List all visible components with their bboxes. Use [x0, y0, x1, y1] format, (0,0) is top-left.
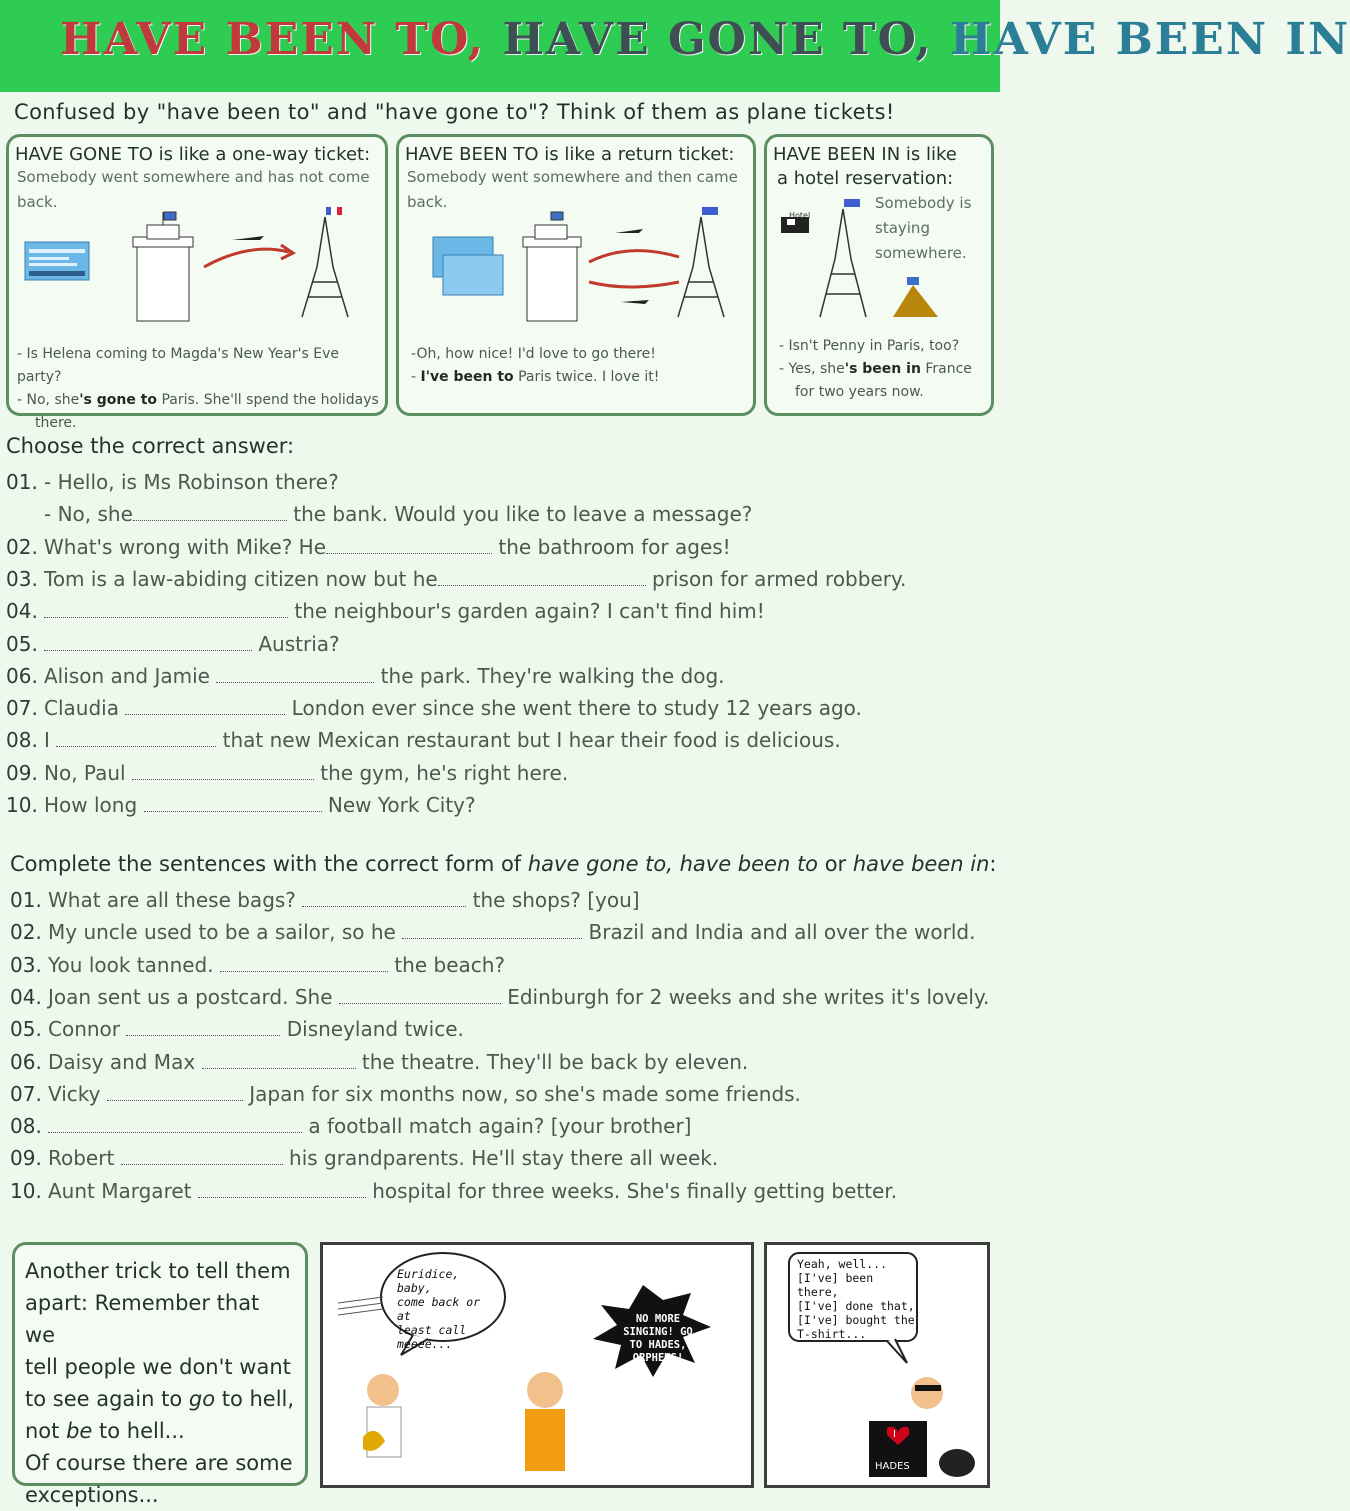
eiffel-tower-icon — [302, 207, 348, 317]
been-in-question: - Isn't Penny in Paris, too? — [779, 338, 960, 354]
one-way-trip-illustration — [19, 207, 379, 327]
item-text — [48, 1082, 801, 1106]
item-number: 06. — [6, 663, 38, 688]
answer-blank[interactable] — [44, 599, 288, 618]
answer-blank[interactable] — [126, 1017, 280, 1036]
item-number: 09. — [10, 1146, 42, 1171]
item-text-after: a football match again? [your brother] — [302, 1114, 692, 1139]
answer-blank[interactable] — [132, 761, 314, 780]
white-tower-icon — [523, 212, 581, 321]
return-trip-illustration — [429, 207, 739, 327]
item-text-before: What's wrong with Mike? He — [44, 534, 327, 559]
been-in-dialog — [779, 335, 994, 404]
exercise-item — [6, 728, 991, 758]
item-text-after: the neighbour's garden again? I can't find him! — [288, 599, 765, 624]
answer-blank[interactable] — [326, 535, 492, 554]
item-text — [44, 599, 765, 623]
exercise-item — [10, 1050, 995, 1080]
item-number: 10. — [6, 793, 38, 817]
been-in-box — [764, 134, 994, 416]
item-text — [48, 888, 640, 912]
item-text-before: My uncle used to be a sailor, so he — [48, 920, 403, 945]
exercise-item — [6, 599, 991, 629]
item-text-after: the gym, he's right here. — [313, 760, 569, 785]
item-text-before: You look tanned. — [48, 952, 220, 977]
title-part-gone-to: HAVE GONE TO, — [502, 14, 933, 65]
item-text-before: No, Paul — [44, 760, 132, 785]
tip-line-6: Of course there are some — [25, 1451, 293, 1475]
item-text — [48, 1050, 748, 1074]
exercise-item — [10, 1179, 995, 1209]
plane-icon — [232, 236, 264, 240]
item-text-after: the beach? — [387, 952, 506, 977]
eiffel-tower-icon — [820, 199, 866, 317]
item-text — [48, 1146, 718, 1170]
been-in-desc-2: staying — [875, 219, 930, 237]
item-text-after: hospital for three weeks. She's finally getting better. — [365, 1178, 898, 1203]
shirt-letter: I — [893, 1429, 896, 1440]
item-number: 01. — [10, 888, 42, 912]
item-text — [44, 761, 568, 785]
item-text-before: Tom is a law-abiding citizen now but he — [44, 566, 438, 591]
answer-blank[interactable] — [216, 664, 374, 683]
hotel-label: Hotel — [789, 211, 811, 220]
tip-box — [12, 1242, 308, 1507]
exercise-item — [6, 632, 991, 662]
subtitle: Confused by "have been to" and "have gone to"? Think of them as plane tickets! — [14, 100, 895, 124]
item-text-before: Daisy and Max — [48, 1049, 202, 1074]
title-part-been-in: HAVE BEEN IN — [950, 14, 1350, 65]
answer-blank[interactable] — [402, 920, 582, 939]
item-text-after: his grandparents. He'll stay there all week. — [282, 1146, 719, 1171]
item-number: 08. — [10, 1114, 42, 1139]
hades-figure-icon — [525, 1372, 565, 1471]
been-to-line1: -Oh, how nice! I'd love to go there! — [411, 346, 656, 362]
gone-to-box — [6, 134, 388, 431]
item-text-before: Vicky — [48, 1081, 107, 1106]
gone-to-description: Somebody went somewhere and has not come back. — [17, 168, 370, 211]
item-text-before: I — [44, 728, 57, 753]
item-text-before: Connor — [48, 1017, 127, 1042]
been-in-desc-1: Somebody is — [875, 194, 972, 212]
item-text-after: Disneyland twice. — [280, 1017, 464, 1042]
gone-to-dialog — [17, 343, 387, 435]
gone-to-answer: - No, she's gone to Paris. She'll spend the holidays — [17, 392, 379, 408]
item-text-before: How long — [44, 793, 144, 817]
answer-blank[interactable] — [107, 1082, 243, 1101]
been-to-box — [396, 134, 756, 416]
item-number: 09. — [6, 760, 38, 785]
t-shirt-comic-panel — [764, 1242, 990, 1488]
item-text — [44, 728, 841, 752]
exercise-item — [6, 502, 991, 532]
item-text-before: - No, she — [44, 502, 133, 527]
been-to-line2: - I've been to Paris twice. I love it! — [411, 369, 660, 385]
item-text — [44, 567, 906, 591]
boy-figure-icon — [911, 1377, 943, 1409]
exercise-item — [10, 920, 995, 950]
item-text-after: the bank. Would you like to leave a message? — [286, 502, 753, 527]
item-text-before: Joan sent us a postcard. She — [48, 984, 339, 1009]
item-text-before: - Hello, is Ms Robinson there? — [44, 470, 339, 494]
item-text-before: Aunt Margaret — [48, 1178, 198, 1203]
item-text — [44, 632, 340, 656]
exercise-item — [10, 888, 995, 918]
exercise-item — [10, 1114, 995, 1144]
item-text-after: the shops? [you] — [466, 888, 640, 912]
item-number: 06. — [10, 1049, 42, 1074]
exercise-item — [6, 470, 991, 500]
item-text-before: What are all these bags? — [48, 888, 303, 912]
item-number: 04. — [10, 984, 42, 1009]
outbound-arrow — [589, 251, 679, 262]
orpheus-speech: Euridice, baby, come back or at least call meeee... — [397, 1267, 481, 1351]
item-number: 04. — [6, 599, 38, 624]
tip-line-7: exceptions... — [25, 1483, 159, 1507]
answer-blank[interactable] — [121, 1146, 283, 1165]
exercise-item — [10, 985, 995, 1015]
exercise-item — [10, 1146, 995, 1176]
title-part-been-to: HAVE BEEN TO, — [60, 14, 486, 65]
item-text-after: the bathroom for ages! — [492, 534, 731, 559]
item-text — [44, 696, 862, 720]
answer-blank[interactable] — [198, 1179, 366, 1198]
one-way-arrow — [204, 249, 289, 267]
been-in-desc-3: somewhere. — [875, 244, 967, 262]
orpheus-comic-art — [323, 1245, 751, 1485]
tip-line-2: apart: Remember that we — [25, 1291, 260, 1347]
been-in-answer: - Yes, she's been in France — [779, 361, 972, 377]
item-number: 07. — [10, 1081, 42, 1106]
exercise-item — [6, 567, 991, 597]
item-text-after: Brazil and India and all over the world. — [582, 920, 976, 945]
item-text — [44, 793, 476, 817]
item-text-before: Robert — [48, 1146, 121, 1171]
answer-blank[interactable] — [339, 985, 501, 1004]
return-ticket-icon — [433, 237, 503, 295]
gone-to-question: - Is Helena coming to Magda's New Year's Eve party? — [17, 346, 339, 385]
answer-blank[interactable] — [202, 1050, 356, 1069]
item-text-after: Austria? — [252, 631, 340, 656]
item-text-after: prison for armed robbery. — [645, 566, 907, 591]
been-to-dialog — [411, 343, 751, 389]
hades-speech: NO MORE SINGING! GO TO HADES, ORPHEUS! — [623, 1313, 693, 1364]
exercise-item — [10, 1082, 995, 1112]
exercise2-title: Complete the sentences with the correct form of have gone to, have been to or have been in: — [10, 852, 997, 876]
item-number: 02. — [10, 920, 42, 945]
return-arrow — [589, 282, 679, 287]
item-text-after: New York City? — [321, 793, 476, 817]
item-text-after: that new Mexican restaurant but I hear their food is delicious. — [216, 728, 841, 753]
answer-blank[interactable] — [133, 502, 287, 521]
exercise-item — [6, 664, 991, 694]
answer-blank[interactable] — [220, 953, 388, 972]
eiffel-tower-icon — [678, 207, 724, 317]
gone-to-heading: HAVE GONE TO is like a one-way ticket: — [15, 144, 371, 165]
tent-icon — [893, 277, 938, 317]
item-text-before: Claudia — [44, 696, 126, 721]
boarding-pass-icon — [25, 242, 89, 280]
been-in-heading-1: HAVE BEEN IN is like — [773, 144, 957, 165]
item-text — [48, 1114, 691, 1138]
been-in-heading-2: a hotel reservation: — [777, 168, 954, 189]
black-dog-icon — [939, 1449, 975, 1477]
exercise-item — [10, 1017, 995, 1047]
item-number: 05. — [6, 631, 38, 656]
item-text-after: Japan for six months now, so she's made some friends. — [242, 1081, 801, 1106]
item-text — [48, 953, 505, 977]
exercise-item — [6, 761, 991, 791]
tshirt-speech: Yeah, well... [I've] been there, [I've] done that, [I've] bought the T-shirt... — [797, 1257, 915, 1341]
item-number: 01. — [6, 470, 38, 494]
tip-line-5: not be to hell... — [25, 1419, 185, 1443]
title-banner — [0, 0, 1350, 92]
item-number: 03. — [10, 952, 42, 977]
item-text — [48, 920, 975, 944]
item-number: 07. — [6, 696, 38, 721]
been-to-description: Somebody went somewhere and then came back. — [407, 168, 738, 211]
item-text — [48, 1017, 464, 1041]
item-text — [44, 664, 725, 688]
been-in-answer-cont: for two years now. — [795, 384, 924, 400]
item-text-after: the theatre. They'll be back by eleven. — [355, 1049, 749, 1074]
answer-blank[interactable] — [125, 696, 285, 715]
tip-line-4: to see again to go to hell, — [25, 1387, 295, 1411]
tip-line-3: tell people we don't want — [25, 1355, 291, 1379]
shirt-text: HADES — [875, 1461, 910, 1472]
exercise-item — [6, 535, 991, 565]
item-text — [44, 502, 752, 526]
answer-blank[interactable] — [302, 888, 466, 907]
orpheus-comic-panel — [320, 1242, 754, 1488]
item-text — [48, 985, 989, 1009]
item-text-after: Edinburgh for 2 weeks and she writes it's lovely. — [500, 984, 990, 1009]
item-number: 10. — [10, 1178, 42, 1203]
answer-blank[interactable] — [438, 567, 646, 586]
item-number: 03. — [6, 566, 38, 591]
item-number: 08. — [6, 728, 38, 753]
answer-blank[interactable] — [56, 728, 216, 747]
white-tower-icon — [133, 212, 193, 321]
tip-line-1: Another trick to tell them — [25, 1259, 291, 1283]
item-text-after: the park. They're walking the dog. — [374, 663, 725, 688]
answer-blank[interactable] — [44, 632, 252, 651]
page-title — [60, 14, 1350, 78]
item-text — [44, 470, 339, 494]
item-text-before: Alison and Jamie — [44, 663, 217, 688]
item-text — [48, 1179, 897, 1203]
answer-blank[interactable] — [48, 1114, 302, 1133]
gone-to-answer-cont: there. — [35, 415, 77, 431]
orpheus-figure-icon — [363, 1374, 401, 1457]
exercise1-title: Choose the correct answer: — [6, 434, 295, 458]
answer-blank[interactable] — [144, 793, 322, 812]
exercise-item — [10, 953, 995, 983]
item-number: 02. — [6, 534, 38, 559]
been-to-heading: HAVE BEEN TO is like a return ticket: — [405, 144, 735, 165]
exercise-item — [6, 793, 991, 823]
exercise-item — [6, 696, 991, 726]
item-number: 05. — [10, 1017, 42, 1042]
item-text-after: London ever since she went there to study 12 years ago. — [285, 696, 862, 721]
music-notes-icon — [338, 1297, 383, 1315]
item-text — [44, 535, 731, 559]
